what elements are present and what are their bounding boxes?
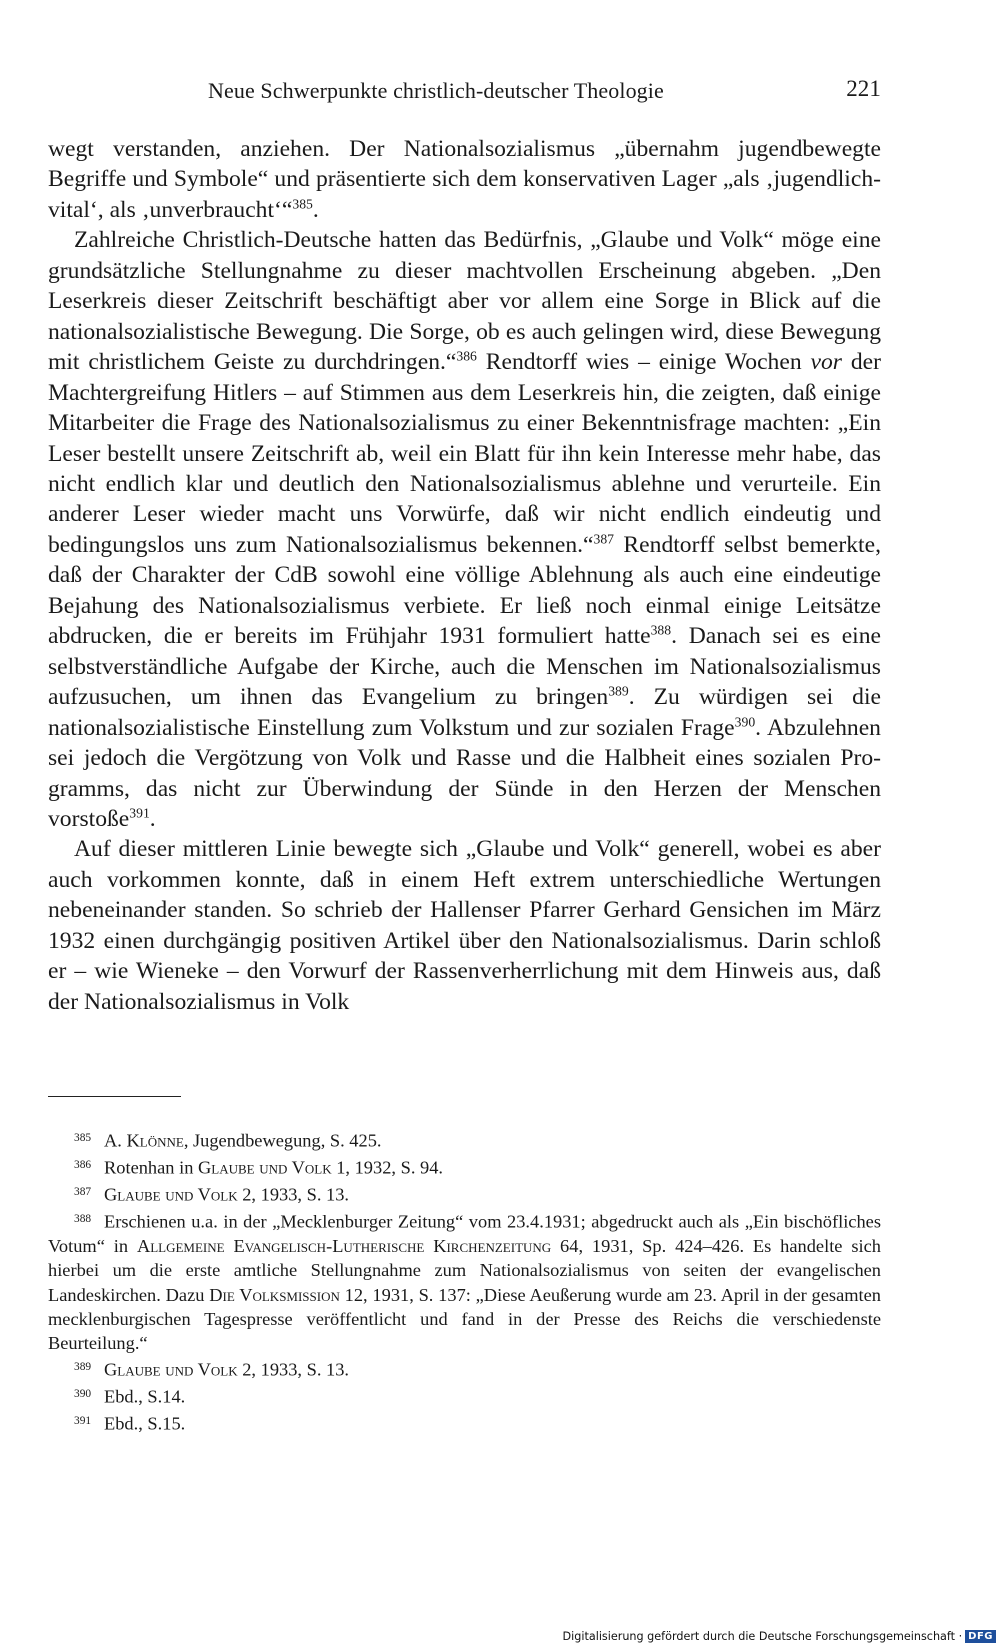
paragraph-3: Auf dieser mittleren Linie bewegte sich „Glaube und Volk“ generell, wobei es aber auch vorkommen konnte, daß in einem Heft extrem unterschiedliche Wertungen nebeneinander standen. So schrieb der Hallenser Pfarrer Gerhard Gensichen im März 1932 einen durchgängig positiven Artikel über den Nationalsozialismus. Darin schloß er – wie Wieneke – den Vorwurf der Rassenverherrlichung mit dem Hinweis aus, daß der Nationalsozialismus in Volk xyxy=(48,836,881,1015)
footnote-ref-386[interactable]: 386 xyxy=(456,348,477,364)
footnote-divider xyxy=(48,1096,181,1097)
text-run: . Danach sei es eine selbstverständliche Aufgabe der Kirche, auch die Menschen im Nationalsozialismus aufzusuchen, um ihnen das Evangelium zu bringen xyxy=(48,623,881,711)
text-run: . xyxy=(312,196,319,223)
footnote-number: 385 xyxy=(74,1132,92,1144)
emphasis-vor: vor xyxy=(810,349,842,376)
page-number: 221 xyxy=(846,76,881,101)
paragraph-1 xyxy=(48,134,881,225)
footnote-lead xyxy=(48,1207,104,1234)
journal-name: Glaube und Volk xyxy=(104,1360,238,1381)
text-run: Rendtorff selbst bemerkte, daß der Charakter der CdB sowohl eine völlige Ablehnung als auch eine eindeutige Bejahung des Nationalsozialismus verbiete. Er ließ noch einmal einige Leitsätze abdrucken, die er bereits im Frühjahr 1931 formuliert hatte xyxy=(48,531,881,650)
text-run: Ebd., S.14. xyxy=(104,1387,186,1408)
footnote-ref-388[interactable]: 388 xyxy=(650,622,672,638)
credit-text: Digitalisierung gefördert durch die Deutsche Forschungsgemeinschaft · xyxy=(562,1629,963,1643)
dfg-logo: DFG xyxy=(965,1630,996,1643)
footnote-ref-387[interactable]: 387 xyxy=(593,531,615,547)
footnote-ref-390[interactable]: 390 xyxy=(734,714,756,730)
text-run: Rendtorff wies – einige Wochen xyxy=(476,349,811,376)
text-run: Ebd., S.15. xyxy=(104,1414,186,1435)
footnote-ref-391[interactable]: 391 xyxy=(129,805,150,821)
footnote-number: 386 xyxy=(74,1159,92,1171)
text-run: . Zu würdigen sei die nationalsozialistische Einstellung zum Volkstum und zur sozialen Frage xyxy=(48,684,881,741)
text-run: Erschienen u.a. in der „Mecklenburger Zeitung“ vom 23.4.1931; abgedruckt auch als „Ein bischöfliches Votum“ in xyxy=(48,1211,881,1256)
text-run: 2, 1933, S. 13. xyxy=(237,1360,350,1381)
journal-name: Glaube und Volk xyxy=(197,1157,332,1178)
journal-name: Allgemeine Evangelisch-Lutherische Kirchenzeitung xyxy=(136,1236,552,1256)
footnote-ref-389[interactable]: 389 xyxy=(608,683,629,699)
footnote-388 xyxy=(48,1207,881,1355)
footnote-389 xyxy=(48,1355,881,1382)
text-run: 1, 1932, S. 94. xyxy=(331,1157,444,1178)
footnote-387 xyxy=(48,1180,881,1207)
text-run: Rotenhan in xyxy=(104,1157,198,1178)
footnote-number: 391 xyxy=(74,1415,92,1428)
footnote-390 xyxy=(48,1382,881,1409)
footnote-391 xyxy=(48,1409,881,1436)
main-text xyxy=(48,134,881,1017)
text-run: 12, 1931, S. 137: „Diese Aeußerung wurde am 23. April in der gesamten mecklenburgischen Tagespresse veröffentlicht und fand in der Presse des Reichs die verschiedenste Beurteilung.“ xyxy=(48,1284,882,1354)
footnote-ref-385[interactable]: 385 xyxy=(292,196,313,212)
text-run: 64, 1931, Sp. 424–426. Es handelte sich hierbei um die erste amtliche Stellungnahme zum Nationalsozialismus von seiten der evangelischen Landeskirchen. Dazu xyxy=(48,1236,881,1305)
journal-name: Die Volksmission xyxy=(209,1284,340,1305)
footnote-number: 387 xyxy=(74,1186,92,1198)
running-header xyxy=(48,74,881,108)
footnote-385 xyxy=(48,1126,881,1153)
footnote-386 xyxy=(48,1153,881,1180)
author-name: A. Klönne xyxy=(104,1130,184,1151)
running-title: Neue Schwerpunkte christlich-deutscher Theologie xyxy=(208,78,664,103)
footnote-number: 389 xyxy=(74,1361,92,1374)
footnote-number: 388 xyxy=(74,1213,92,1225)
text-run: . xyxy=(149,805,156,832)
paragraph-2 xyxy=(48,225,881,834)
journal-name: Glaube und Volk xyxy=(104,1184,238,1205)
footnotes xyxy=(48,1126,881,1436)
footnote-number: 390 xyxy=(74,1388,92,1401)
text-run: Zahlreiche Christlich-Deutsche hatten das Bedürfnis, „Glaube und Volk“ möge eine grundsätzliche Stellungnahme zu dieser machtvollen Erscheinung abgeben. „Den Leserkreis dieser Zeitschrift beschäftigt aber vor allem eine Sorge in Blick auf die nationalsozialistische Bewegung. Die Sorge, ob es auch gelingen wird, diese Bewegung mit christlichem Geiste zu durchdringen.“ xyxy=(48,227,881,376)
text-run: , Jugendbewegung, S. 425. xyxy=(183,1130,382,1151)
text-run: 2, 1933, S. 13. xyxy=(237,1184,350,1205)
text-run: . Abzulehnen sei jedoch die Vergötzung von Volk und Rasse und die Halbheit eines sozialen Programms, das nicht zur Überwindung der Sünde in den Herzen der Menschen vorstoße xyxy=(48,714,881,832)
text-run: wegt verstanden, anziehen. Der Nationalsozialismus „übernahm jugendbewegte Begriffe und Symbole“ und präsentierte sich dem konservativen Lager „als ‚jugendlich-vital‘, als ‚unverbraucht‘“ xyxy=(48,136,881,223)
digitization-credit xyxy=(563,1627,996,1645)
text-run: der Machtergreifung Hitlers – auf Stimmen aus dem Leserkreis hin, die zeigten, daß einige Mitarbeiter die Frage des Nationalsozialismus zu einer Bekenntnisfrage machten: „Ein Leser bestellt unsere Zeitschrift ab, weil ein Blatt für ihn kein Interesse mehr habe, das nicht endlich klar und deutlich den Nationalsozialismus ablehne und verurteile. Ein anderer Leser wieder macht uns Vorwürfe, daß wir nicht endlich eindeutig und bedingungslos uns zum Nationalsozialismus bekennen.“ xyxy=(48,349,881,558)
